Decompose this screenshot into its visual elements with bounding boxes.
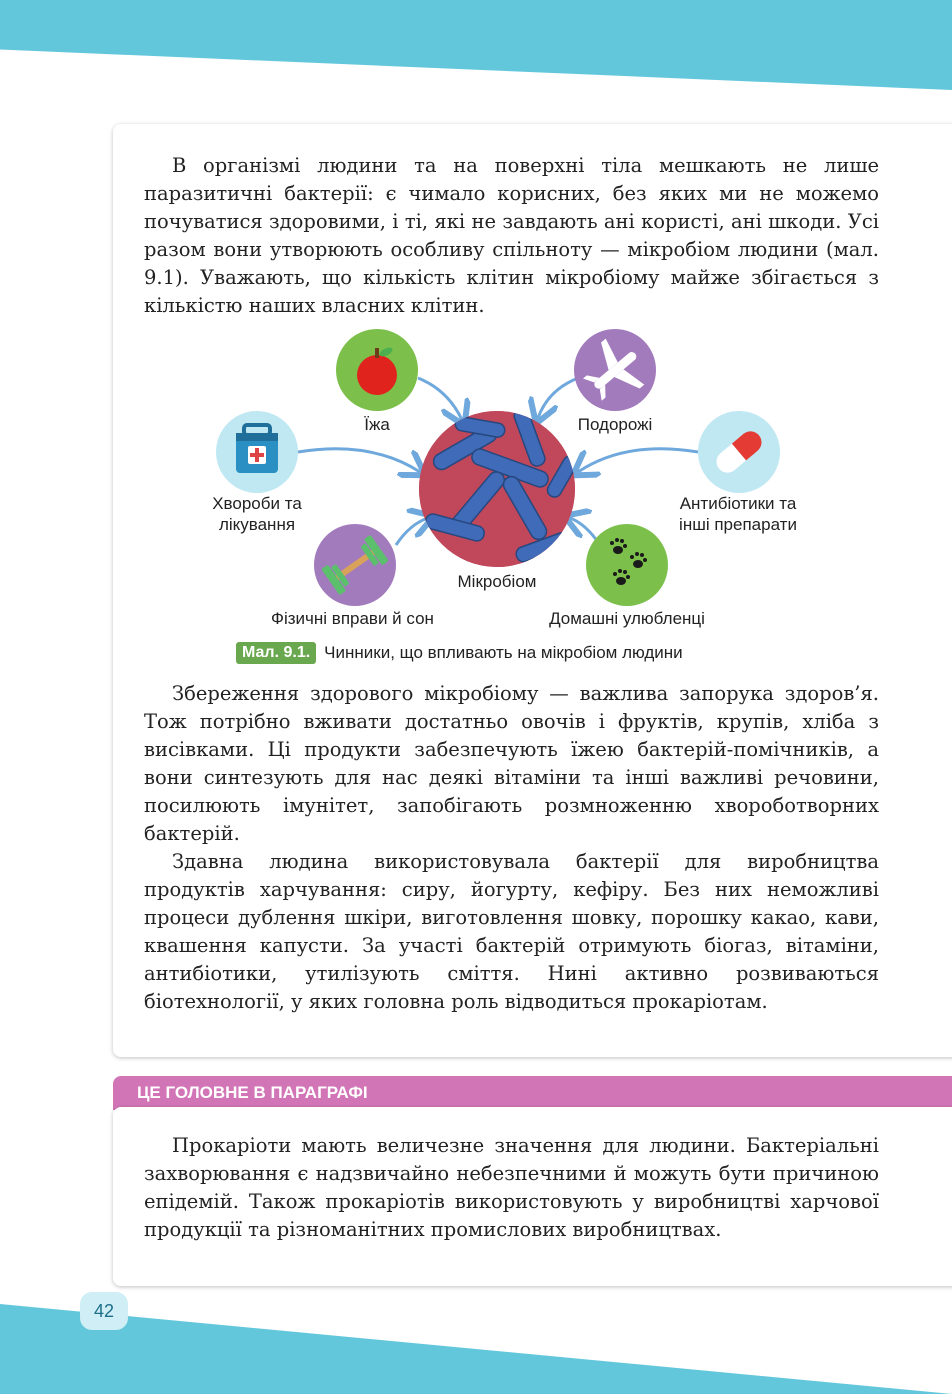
summary-heading: ЦЕ ГОЛОВНЕ В ПАРАГРАФІ	[113, 1076, 952, 1110]
label-exercise: Фізичні вправи й сон	[271, 609, 434, 628]
figure-caption-badge: Мал. 9.1.	[236, 642, 316, 664]
microbiome-figure	[0, 0, 952, 680]
arrow-travel	[538, 378, 578, 418]
paragraph-intro-text: В організмі людини та на поверхні тіла мешкають не лише паразитичні бактерії: є чимало корисних, без яких ми не можемо почуватися здоровими, і ті, які не завдають ані користі, ані шкоди. Усі разом вони утворюють особливу спільноту — мікробіом людини (мал. 9.1). Уважають, що кількість клітин мікробіому майже збігається з кількістю наших власних клітин.	[144, 154, 879, 317]
summary-paragraph	[144, 1132, 879, 1244]
paragraph-bacteria-production: Здавна людина використовувала бактерії для виробництва продуктів харчування: сиру, йогурту, кефіру. Без них неможливі процеси дублення шкіри, виготовлення шовку, порошку какао, кави, квашення капусти. За участі бактерій отримують біогаз, вітаміни, антибіотики, утилізують сміття. Нині активно розвиваються біотехнології, у яких головна роль відводиться прокаріотам.	[144, 850, 879, 1013]
food-circle	[336, 329, 418, 411]
page-number: 42	[80, 1292, 128, 1330]
bottom-decor-band	[0, 1304, 952, 1394]
paragraph-group	[144, 680, 879, 1016]
disease-circle	[216, 411, 298, 493]
travel-circle	[573, 329, 656, 412]
paragraph-microbiome-health: Збереження здорового мікробіому — важлива запорука здоров’я. Тож потрібно вживати достатньо овочів і фруктів, крупів, хліба з висівками. Ці продукти забезпечують їжею бактерій-помічників, а вони синтезують для нас деякі вітаміни та інші важливі речовини, посилюють імунітет, запобігають розмноженню хвороботворних бактерій.	[144, 682, 879, 845]
arrow-antibiotics	[578, 449, 698, 472]
antibiotics-circle	[698, 411, 780, 493]
arrow-exercise	[396, 518, 428, 545]
label-pets: Домашні улюбленці	[549, 609, 705, 628]
label-antibiotics-line1: Антибіотики та	[679, 494, 797, 513]
label-disease-line2: лікування	[218, 515, 296, 534]
label-microbiome: Мікробіом	[457, 572, 537, 591]
label-travel: Подорожі	[577, 415, 653, 434]
label-food: Їжа	[364, 415, 390, 434]
label-antibiotics-line2: інші препарати	[679, 515, 797, 534]
pets-circle	[586, 524, 668, 606]
label-disease-line1: Хвороби та	[212, 494, 302, 513]
figure-caption	[236, 642, 683, 664]
figure-caption-text: Чинники, що впливають на мікробіом людини	[324, 643, 683, 662]
summary-text: Прокаріоти мають величезне значення для людини. Бактеріальні захворювання є надзвичайно небезпечними й можуть бути причиною епідемій. Також прокаріотів використовують у виробництві харчової продукції та різноманітних промислових виробництвах.	[144, 1134, 879, 1241]
exercise-circle	[314, 524, 396, 606]
arrow-food	[418, 378, 462, 420]
arrow-disease	[298, 449, 420, 472]
